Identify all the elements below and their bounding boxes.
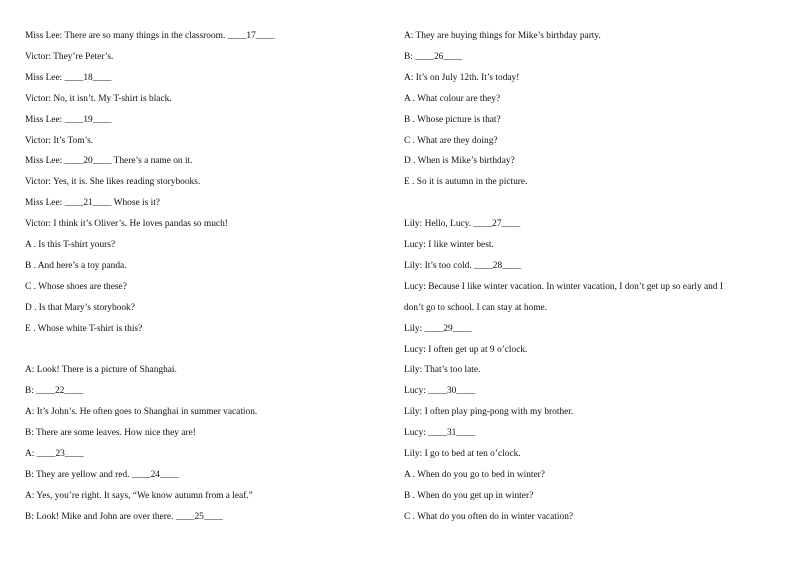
left-line: A: Yes, you’re right. It says, “We know autumn from a leaf.” bbox=[25, 490, 253, 501]
left-line: Victor: I think it’s Oliver’s. He loves pandas so much! bbox=[25, 219, 228, 230]
left-line: A: ____23____ bbox=[25, 449, 84, 459]
left-line: B: They are yellow and red. ____24____ bbox=[25, 469, 179, 480]
right-line: Lily: It’s too cold. ____28____ bbox=[404, 260, 521, 271]
right-line: Lucy: ____30____ bbox=[404, 386, 476, 397]
left-line: D . Is that Mary’s storybook? bbox=[25, 302, 135, 313]
right-line: B: ____26____ bbox=[404, 51, 463, 62]
left-line: B . And here’s a toy panda. bbox=[25, 260, 127, 271]
right-line: A: They are buying things for Mike’s birthday party. bbox=[404, 31, 601, 41]
right-line: C . What do you often do in winter vacation? bbox=[404, 511, 574, 522]
left-line: A: Look! There is a picture of Shanghai. bbox=[25, 365, 177, 376]
left-line: B: ____22____ bbox=[25, 386, 84, 397]
left-line: B: Look! Mike and John are over there. ____25____ bbox=[25, 511, 223, 522]
right-line: A . What colour are they? bbox=[404, 93, 501, 104]
left-line: Miss Lee: ____21____ Whose is it? bbox=[25, 198, 160, 209]
right-line: E . So it is autumn in the picture. bbox=[404, 177, 528, 188]
right-line: Lily: I go to bed at ten o’clock. bbox=[404, 449, 521, 459]
right-line: Lily: That’s too late. bbox=[404, 365, 481, 376]
right-line: Lily: Hello, Lucy. ____27____ bbox=[404, 219, 521, 230]
left-line: E . Whose white T-shirt is this? bbox=[25, 323, 143, 334]
left-line: A: It’s John’s. He often goes to Shanghai in summer vacation. bbox=[25, 407, 258, 418]
right-line: A: It’s on July 12th. It’s today! bbox=[404, 72, 520, 83]
right-line: Lucy: Because I like winter vacation. In winter vacation, I don’t get up so early and I bbox=[404, 281, 723, 292]
right-line: Lucy: ____31____ bbox=[404, 428, 476, 439]
left-line: C . Whose shoes are these? bbox=[25, 281, 127, 292]
right-line: B . Whose picture is that? bbox=[404, 114, 501, 125]
right-line: C . What are they doing? bbox=[404, 135, 498, 146]
left-line: Miss Lee: ____20____ There’s a name on it. bbox=[25, 156, 193, 167]
right-line: B . When do you get up in winter? bbox=[404, 490, 534, 501]
left-line: Miss Lee: ____19____ bbox=[25, 114, 112, 125]
right-line: Lily: ____29____ bbox=[404, 323, 472, 334]
right-line: Lily: I often play ping-pong with my brother. bbox=[404, 407, 574, 418]
left-line: Miss Lee: ____18____ bbox=[25, 72, 112, 83]
right-line: don’t go to school. I can stay at home. bbox=[404, 302, 548, 313]
left-line: Miss Lee: There are so many things in the classroom. ____17____ bbox=[25, 31, 275, 41]
left-line: Victor: They’re Peter’s. bbox=[25, 51, 114, 62]
left-line: Victor: It’s Tom’s. bbox=[25, 135, 94, 146]
left-line: Victor: No, it isn’t. My T-shirt is black. bbox=[25, 93, 172, 104]
left-line: A . Is this T-shirt yours? bbox=[25, 240, 116, 250]
right-line: A . When do you go to bed in winter? bbox=[404, 469, 545, 480]
right-line: Lucy: I often get up at 9 o’clock. bbox=[404, 344, 528, 355]
right-line: D . When is Mike’s birthday? bbox=[404, 156, 515, 167]
right-line: Lucy: I like winter best. bbox=[404, 240, 494, 250]
left-line: Victor: Yes, it is. She likes reading storybooks. bbox=[25, 177, 201, 188]
left-line: B: There are some leaves. How nice they are! bbox=[25, 428, 196, 439]
